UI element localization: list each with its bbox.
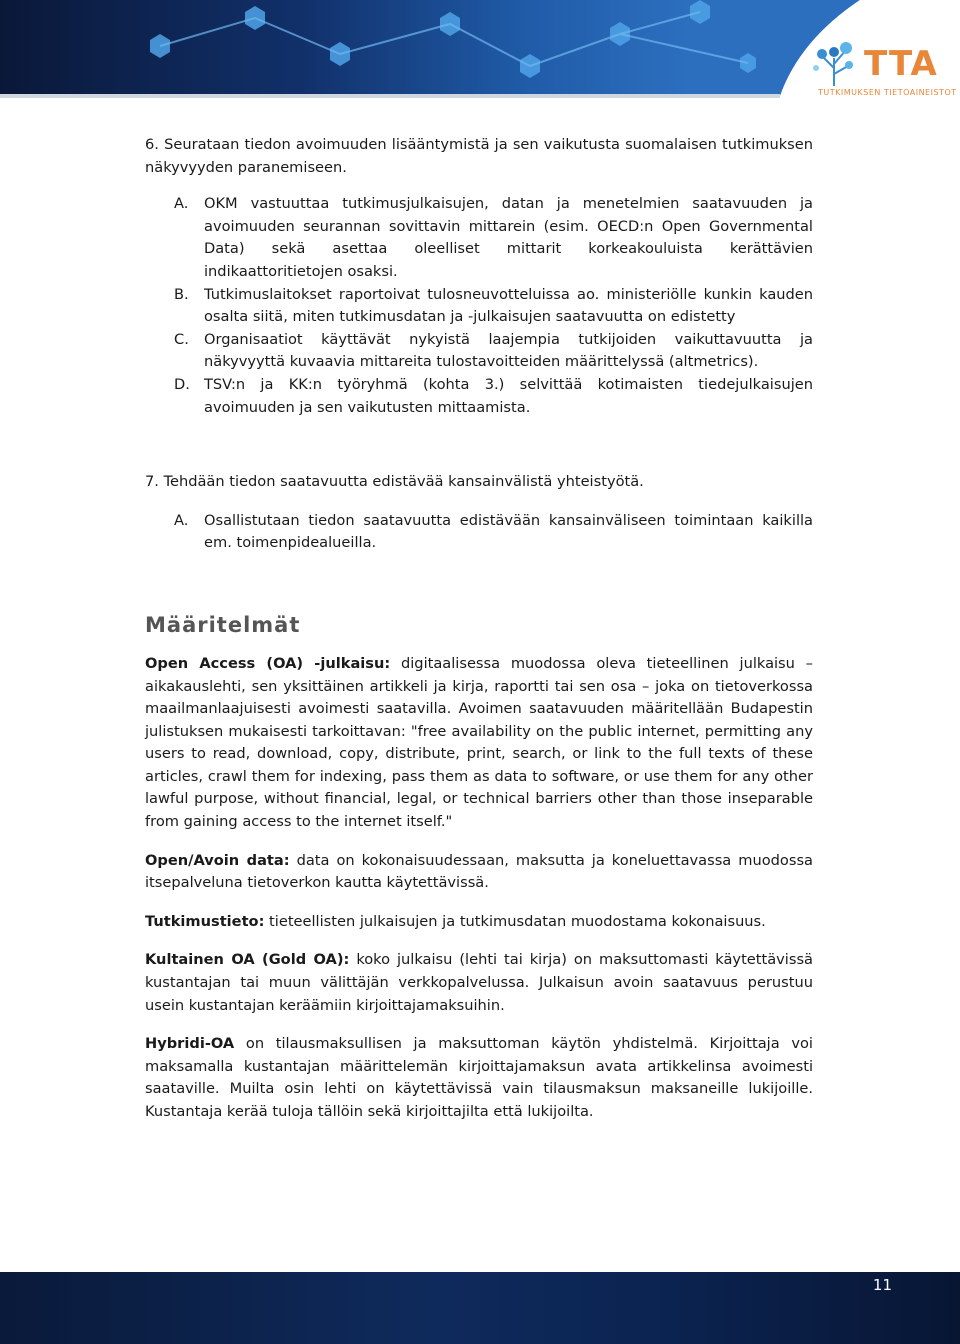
section-6-item-a: A. OKM vastuuttaa tutkimusjulkaisujen, datan ja menetelmien saatavuuden ja avoimuuden seurannan sovittavin mittarein (esim. OECD:n Open Governmental Data) sekä asettaa oleelliset mittarit korkeakouluista kerättävien indikaattoritietojen osaksi.	[174, 195, 813, 280]
definition-open-data: Open/Avoin data: data on kokonaisuudessaan, maksutta ja koneluettavassa muodossa itsepalveluna tietoverkon kautta käytettävissä.	[145, 851, 813, 892]
footer-bar	[0, 1272, 960, 1344]
section-6-intro: 6. Seurataan tiedon avoimuuden lisääntymistä ja sen vaikutusta suomalaisen tutkimuksen näkyvyyden paranemiseen.	[145, 136, 813, 176]
page-content	[145, 134, 813, 1124]
definition-gold-oa: Kultainen OA (Gold OA): koko julkaisu (lehti tai kirja) on maksuttomasti käytettävissä kustantajan tai muun välittäjän verkkopalvelussa. Julkaisun avoin saatavuus perustuu usein kustantajan keräämiin kirjoittajamaksuihin.	[145, 951, 813, 1014]
logo-subtitle: TUTKIMUKSEN TIETOAINEISTOT	[818, 88, 957, 97]
definitions-heading: Määritelmät	[145, 612, 301, 637]
section-7-intro: 7. Tehdään tiedon saatavuutta edistävää kansainvälistä yhteistyötä.	[145, 473, 644, 491]
definition-hybrid-oa: Hybridi-OA on tilausmaksullisen ja maksuttoman käytön yhdistelmä. Kirjoittaja voi maksamalla kustantajan määrittelemän kirjoittajamaksun avata artikkelinsa avoimesti saataville. Muilta osin lehti on käytettävissä vain tilausmaksun maksaneille lukijoille. Kustantaja kerää tuloja tällöin sekä kirjoittajilta että lukijoilta.	[145, 1035, 813, 1120]
definition-tutkimustieto: Tutkimustieto: tieteellisten julkaisujen ja tutkimusdatan muodostama kokonaisuus.	[145, 912, 766, 930]
page-number: 11	[872, 1276, 892, 1294]
section-6-item-c: C. Organisaatiot käyttävät nykyistä laajempia tutkijoiden vaikuttavuutta ja näkyvyyttä kuvaavia mittareita tulostavoitteiden määrittelyssä (altmetrics).	[174, 330, 813, 371]
section-6-item-d: D. TSV:n ja KK:n työryhmä (kohta 3.) selvittää kotimaisten tiedejulkaisujen avoimuuden ja sen vaikutusten mittaamista.	[174, 375, 813, 416]
section-7-item-a: A. Osallistutaan tiedon saatavuutta edistävään kansainväliseen toimintaan kaikilla em. toimenpidealueilla.	[174, 511, 813, 552]
logo-text: TTA	[864, 44, 938, 84]
definition-open-access: Open Access (OA) -julkaisu: digitaalisessa muodossa oleva tieteellinen julkaisu – aikakauslehti, sen yksittäinen artikkeli ja kirja, raportti tai sen osa – joka on tietoverkossa maailmanlaajuisesti avoimesti saatavilla. Avoimen saatavuuden määritellään Budapestin julistuksen mukaisesti tarkoittavan: "free availability on the public internet, permitting any users to read, download, copy, distribute, print, search, or link to the full texts of these articles, crawl them for indexing, pass them as data to software, or use them for any other lawful purpose, without financial, legal, or technical barriers other than those inseparable from gaining access to the internet itself."	[145, 654, 813, 831]
section-6-item-b: B. Tutkimuslaitokset raportoivat tulosneuvotteluissa ao. ministeriölle kunkin kauden osalta siitä, miten tutkimusdatan ja -julkaisujen saatavuutta on edistetty	[174, 285, 813, 326]
